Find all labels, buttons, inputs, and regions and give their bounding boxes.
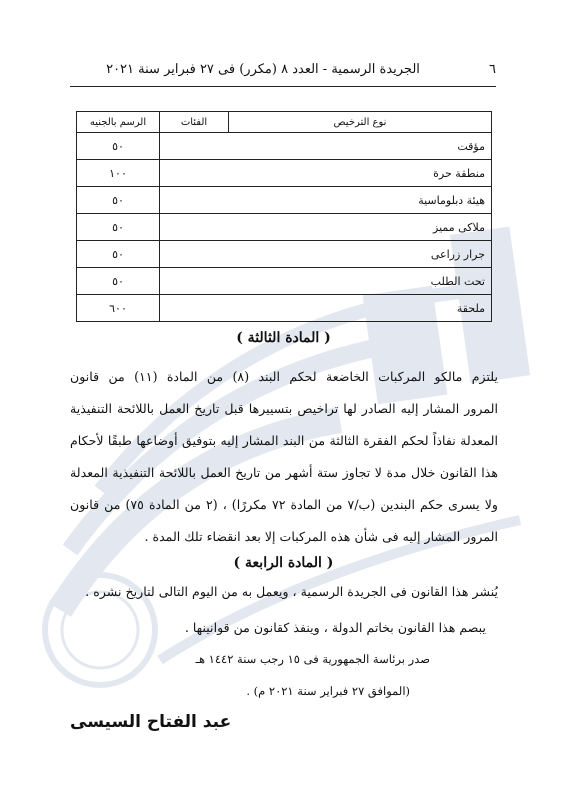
article3-line: المرور المشار إليه فى شأن هذه المركبات إلا بعد انقضاء تلك المدة . bbox=[144, 529, 498, 544]
article3-line: المرور المشار إليه الصادر لها تراخيص بتسييرها قبل تاريخ العمل باللائحة التنفيذية bbox=[70, 401, 498, 416]
article3-line: هذا القانون خلال مدة لا تجاوز ستة أشهر من تاريخ العمل باللائحة التنفيذية المعدلة bbox=[70, 465, 498, 480]
cell-fee: ٥٠ bbox=[77, 268, 160, 295]
cell-fee: ٦٠٠ bbox=[77, 295, 160, 322]
cell-fee: ١٠٠ bbox=[77, 160, 160, 187]
table-row bbox=[77, 214, 492, 241]
table-row bbox=[77, 268, 492, 295]
cell-category bbox=[160, 214, 229, 241]
cell-fee: ٥٠ bbox=[77, 241, 160, 268]
article3-line: يلتزم مالكو المركبات الخاضعة لحكم البند (٨) من المادة (١١) من قانون bbox=[70, 369, 498, 384]
article3-line: المعدلة نفاذاً لحكم الفقرة الثالثة من البند المشار إليه بتوفيق أوضاعها طبقًا لأحكام bbox=[70, 433, 498, 448]
table-row bbox=[77, 187, 492, 214]
article4-line: يُنشر هذا القانون فى الجريدة الرسمية ، ويعمل به من اليوم التالى لتاريخ نشره . bbox=[85, 584, 498, 599]
article4-title: ( المادة الرابعة ) bbox=[233, 555, 334, 571]
cell-fee: ٥٠ bbox=[77, 214, 160, 241]
col-category: الفئات bbox=[160, 112, 229, 133]
table-row bbox=[77, 295, 492, 322]
cell-type: هيئة دبلوماسية bbox=[229, 187, 492, 214]
cell-type: تحت الطلب bbox=[229, 268, 492, 295]
cell-type: ملاكى مميز bbox=[229, 214, 492, 241]
cell-category bbox=[160, 241, 229, 268]
signature: عبد الفتاح السيسى bbox=[70, 712, 232, 732]
cell-category bbox=[160, 295, 229, 322]
cell-type: جرار زراعى bbox=[229, 241, 492, 268]
cell-fee: ٥٠ bbox=[77, 133, 160, 160]
article3-body bbox=[70, 361, 498, 553]
col-license-type: نوع الترخيص bbox=[229, 112, 492, 133]
cell-type: ملحقة bbox=[229, 295, 492, 322]
table-row bbox=[77, 133, 492, 160]
cell-fee: ٥٠ bbox=[77, 187, 160, 214]
cell-category bbox=[160, 133, 229, 160]
article3-line: ولا يسرى حكم البندين (ب/٧ من المادة ٧٢ مكررًا) ، (٢ من المادة ٧٥) من قانون bbox=[70, 497, 498, 512]
license-fee-table bbox=[76, 111, 492, 322]
issued-line-hijri: صدر برئاسة الجمهورية فى ١٥ رجب سنة ١٤٤٢ هـ bbox=[195, 652, 430, 666]
issued-line-gregorian: (الموافق ٢٧ فبراير سنة ٢٠٢١ م) . bbox=[246, 684, 410, 698]
header-rule bbox=[70, 86, 496, 87]
table-row bbox=[77, 241, 492, 268]
cell-category bbox=[160, 268, 229, 295]
article4-line: يبصم هذا القانون بخاتم الدولة ، وينفذ كقانون من قوانينها . bbox=[184, 620, 486, 635]
article3-title: ( المادة الثالثة ) bbox=[236, 330, 331, 346]
running-title: الجريدة الرسمية - العدد ٨ (مكرر) فى ٢٧ فبراير سنة ٢٠٢١ bbox=[106, 62, 420, 77]
cell-category bbox=[160, 160, 229, 187]
page-number: ٦ bbox=[489, 62, 496, 77]
cell-category bbox=[160, 187, 229, 214]
col-fee: الرسم بالجنيه bbox=[77, 112, 160, 133]
table-header-row bbox=[77, 112, 492, 133]
page-header bbox=[70, 60, 496, 84]
cell-type: منطقة حرة bbox=[229, 160, 492, 187]
table-row bbox=[77, 160, 492, 187]
cell-type: مؤقت bbox=[229, 133, 492, 160]
article4-body bbox=[70, 584, 498, 644]
